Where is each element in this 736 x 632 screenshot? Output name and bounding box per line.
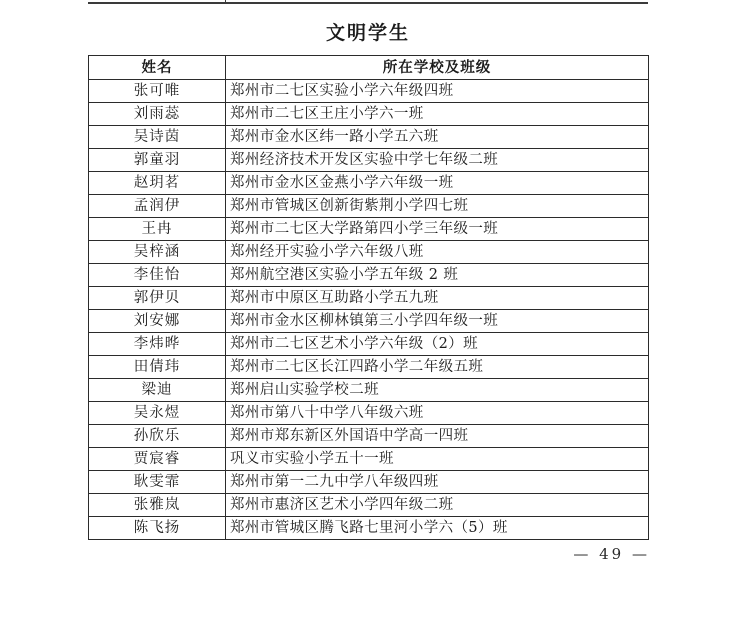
column-header-school: 所在学校及班级 — [226, 56, 649, 80]
table-row — [89, 494, 649, 517]
cell-student-name: 吴永煜 — [89, 402, 226, 425]
table-row — [89, 471, 649, 494]
cell-school-class: 郑州市二七区长江四路小学二年级五班 — [226, 356, 649, 379]
table-row — [89, 264, 649, 287]
page-title: 文明学生 — [325, 22, 410, 44]
cell-student-name: 梁迪 — [89, 379, 226, 402]
cell-student-name: 孙欣乐 — [89, 425, 226, 448]
table-row — [89, 103, 649, 126]
cell-school-class: 郑州市郑东新区外国语中学高一四班 — [226, 425, 649, 448]
page-number-footer: — 49 — — [573, 545, 650, 563]
cell-student-name: 吴诗茵 — [89, 126, 226, 149]
cell-student-name: 刘雨蕊 — [89, 103, 226, 126]
cell-student-name: 吴梓涵 — [89, 241, 226, 264]
cell-school-class: 郑州市金水区纬一路小学五六班 — [226, 126, 649, 149]
cell-school-class: 郑州市金水区柳林镇第三小学四年级一班 — [226, 310, 649, 333]
column-header-name: 姓名 — [89, 56, 226, 80]
cell-school-class: 郑州市二七区王庄小学六一班 — [226, 103, 649, 126]
cell-school-class: 郑州市惠济区艺术小学四年级二班 — [226, 494, 649, 517]
cell-school-class: 郑州市中原区互助路小学五九班 — [226, 287, 649, 310]
cell-student-name: 耿雯霏 — [89, 471, 226, 494]
cell-school-class: 巩义市实验小学五十一班 — [226, 448, 649, 471]
table-header-row — [89, 56, 649, 80]
table-row — [89, 448, 649, 471]
table-row — [89, 80, 649, 103]
table-row — [89, 287, 649, 310]
table-row — [89, 517, 649, 540]
cell-student-name: 刘安娜 — [89, 310, 226, 333]
cell-student-name: 郭伊贝 — [89, 287, 226, 310]
table-header — [89, 56, 649, 80]
table-row — [89, 356, 649, 379]
table-row — [89, 218, 649, 241]
cell-student-name: 孟润伊 — [89, 195, 226, 218]
cell-school-class: 郑州航空港区实验小学五年级 2 班 — [226, 264, 649, 287]
cell-school-class: 郑州启山实验学校二班 — [226, 379, 649, 402]
cell-student-name: 赵玥茗 — [89, 172, 226, 195]
table-row — [89, 241, 649, 264]
roster-table-container — [88, 55, 648, 540]
cell-student-name: 李佳怡 — [89, 264, 226, 287]
cell-student-name: 郭童羽 — [89, 149, 226, 172]
table-row — [89, 149, 649, 172]
cell-school-class: 郑州市管城区创新街紫荆小学四七班 — [226, 195, 649, 218]
cell-school-class: 郑州市管城区腾飞路七里河小学六（5）班 — [226, 517, 649, 540]
cell-student-name: 陈飞扬 — [89, 517, 226, 540]
previous-table-fragment — [88, 0, 648, 4]
cell-student-name: 贾宸睿 — [89, 448, 226, 471]
cell-student-name: 张可唯 — [89, 80, 226, 103]
table-row — [89, 402, 649, 425]
cell-school-class: 郑州市二七区大学路第四小学三年级一班 — [226, 218, 649, 241]
table-row — [89, 195, 649, 218]
table-row — [89, 379, 649, 402]
table-row — [89, 310, 649, 333]
cell-school-class: 郑州经济技术开发区实验中学七年级二班 — [226, 149, 649, 172]
cell-student-name: 李炜晔 — [89, 333, 226, 356]
cell-school-class: 郑州市二七区艺术小学六年级（2）班 — [226, 333, 649, 356]
previous-table-column-divider — [225, 0, 226, 2]
cell-student-name: 张雅岚 — [89, 494, 226, 517]
table-body — [89, 80, 649, 540]
table-row — [89, 172, 649, 195]
cell-school-class: 郑州市第八十中学八年级六班 — [226, 402, 649, 425]
table-row — [89, 333, 649, 356]
cell-student-name: 田倩玮 — [89, 356, 226, 379]
table-row — [89, 126, 649, 149]
cell-school-class: 郑州市金水区金燕小学六年级一班 — [226, 172, 649, 195]
roster-table — [88, 55, 649, 540]
cell-student-name: 王冉 — [89, 218, 226, 241]
cell-school-class: 郑州市第一二九中学八年级四班 — [226, 471, 649, 494]
cell-school-class: 郑州市二七区实验小学六年级四班 — [226, 80, 649, 103]
cell-school-class: 郑州经开实验小学六年级八班 — [226, 241, 649, 264]
table-row — [89, 425, 649, 448]
